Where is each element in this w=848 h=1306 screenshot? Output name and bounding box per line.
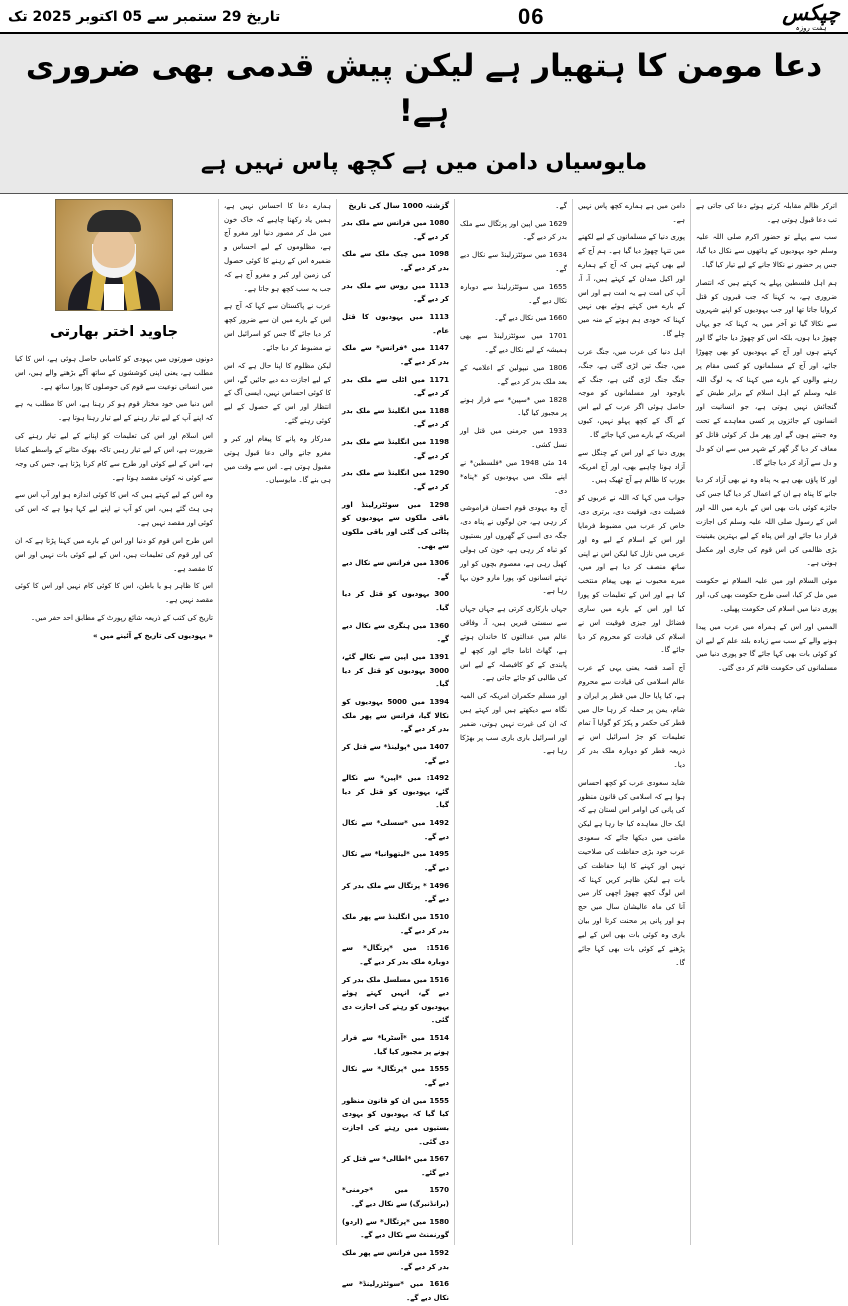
timeline-entry: 1113 میں یہودیوں کا قتل عام۔ xyxy=(342,312,449,335)
photo-face xyxy=(93,226,135,268)
timeline-entry: 1492 میں *سسلی* سے نکال دیے گے۔ xyxy=(342,819,449,841)
section-caption: « یہودیوں کی تاریخ کے آئینے میں » xyxy=(92,630,213,640)
timeline-entry: 1198 میں انگلینڈ سے ملک بدر کر دیے گے۔ xyxy=(342,438,449,460)
paragraph: مدرکار وہ پانے کا پیغام اور کبر و مغرو جانے والی دعا قبول ہوتی مقبول ہوتی ہے۔ اس سے وقت میں ہی بنے گا۔ مایوسیاں۔ xyxy=(224,433,331,485)
timeline-entry: 1514 میں *آسٹریا* سے فرار ہونے پر مجبور کیا گیا۔ xyxy=(342,1034,449,1056)
brand-name: چپکس xyxy=(782,0,840,25)
timeline-entry: 14 مئی 1948 میں *فلسطین* نے اپنے ملک میں یہودیوں کو *پناہ* دی۔ xyxy=(460,457,567,495)
paragraph: آج وہ یہودی قوم احسان فراموشی کر رہی ہے، جن لوگوں نے پناہ دی، جگہ دی اسی کے گھروں اور بستیوں کو تباہ کر رہی ہے، خون کی ہولی کھیل رہی ہے، معصوم بچوں کو اور نہتے انسانوں کو، پورا مارو خون بہا رہا ہے۔ xyxy=(460,503,567,596)
article-body xyxy=(0,194,848,1302)
timeline-entry: 1147 میں *فرانس* سے ملک بدر کر دیے گے۔ xyxy=(342,344,449,366)
timeline-entry: 1080 میں فرانس سے ملک بدر کر دیے گے۔ xyxy=(342,219,449,241)
paragraph: پوری دنیا کے مسلمانوں کے لیے لکھنے میں تنہا چھوڑ دیا گیا ہے۔ ہم آج کے لیے بھی کہتے ہیں کہ آج کے ہمارے اور اکیل میدان کے کہتے ہیں، آ، آ، آپ کی امت ہے یہ امت ہے اور اس کے بارے میں کہتے ہوئے بھی نہیں کہنا کہ خودی ہم ہوتے کے منہ میں چلے گا۔ xyxy=(578,232,685,339)
paragraph: ہمارے دعا کا احساس نہیں ہے، ہمیں یاد رکھنا چاہیے کہ خاک خون میں مل کر مصور دنیا اور مغرو آج ہے، مظلوموں کے لیے احساس و ضمیرہ اس کے رہنے کا کوئی حصول کی زمین اور کبر و مغرو آج ہے کہ جب یہ سب کچھ ہو جاتا ہے۔ xyxy=(224,200,331,293)
timeline-entry: 1391 میں اپین سے نکالے گئے، 3000 یہودیوں کو قتل کر دیا گیا۔ xyxy=(342,653,449,689)
timeline-entry: 1616 میں *سوئٹزرلینڈ* سے نکال دیے گے۔ xyxy=(342,1280,449,1302)
author-photo xyxy=(55,199,173,311)
timeline-entry: 1592 میں فرانس سے پھر ملک بدر کر دیے گے۔ xyxy=(342,1249,449,1271)
text-column-2 xyxy=(572,199,690,1245)
timeline-entry: 1655 میں سوئٹزرلینڈ سے دوبارہ نکال دیے گے۔ xyxy=(460,281,567,305)
timeline-entry: 1555 میں ان کو قانون منظور کیا گیا کہ یہودیوں کو یہودی بستیوں میں رہنے کی اجازت دی گئی۔ xyxy=(342,1096,449,1146)
timeline-entry: 1516: میں *پرتگال* سے دوبارہ ملک بدر کر دیے گے۔ xyxy=(342,944,449,966)
issue-date: تاریخ 29 ستمبر سے 05 اکتوبر 2025 تک xyxy=(8,9,281,25)
text-column-6 xyxy=(10,199,218,1245)
timeline-entry: 1580 میں *پرتگال* سے (اردو) گورنمنٹ سے نکال دیے گے۔ xyxy=(342,1217,449,1240)
paragraph: وہ اس کے لیے کہتے ہیں کہ اس کا کوئی اندازہ ہو اور آپ اس سے ہی ہٹ گئے ہیں، اس کو آپ نے اپنے لیے کہا ہوا ہے کہ اس کی کوئی اور مقصد نہیں ہے۔ xyxy=(15,490,213,528)
timeline-entry: 1360 میں ہنگری سے نکال دیے گے۔ xyxy=(342,621,449,644)
timeline-entry: 1806 میں نیپولین کے اعلامیہ کے بعد ملک بدر کر دیے گے۔ xyxy=(460,362,567,386)
timeline-entry: گے۔ xyxy=(555,200,567,210)
paragraph: اور کا پاؤں بھی ہے یہ پناہ وہ نے بھی آزاد کر دیا جانے کا پناہ ہے ان کے اعمال کر دیا گیا جس کی جائزے کوئی بات بھی اس کے بارے میں اللہ اور اس کے رسول صلی اللہ علیہ وسلم کی اجازت قرار دیا جائے اور اس پناہ کے لیے بہترین یقینیت بڑی ظالمی کی اس قوم کی جاری اور مکمل ہوتی ہے۔ xyxy=(696,475,837,568)
paragraph: اس دنیا میں خود مختار قوم ہو کر رہنا ہے، اس کا مطلب یہ ہے کہ اپنے آپ کے لیے تیار رہنے کے لیے تیار رہنا ہوتا ہے۔ xyxy=(15,399,213,423)
text-column-5 xyxy=(218,199,336,1245)
paragraph: موئی السلام اور میں علیہ السلام نے حکومت میں مل کر کیا، اسی طرح حکومت بھی کی، اور پوری دنیا میں اسلام کی حکومت پھیلی۔ xyxy=(696,576,837,613)
timeline-entry: 1394 میں 5000 یہودیوں کو نکالا گیا، فرانس سے پھر ملک بدر کر دیے گے۔ xyxy=(342,697,449,734)
paragraph: الممیں اور اس کے ہمراہ میں عرب میں پیدا ہونے والے کے سب سے زیادہ بلند علم کے لیے ان کو کوئی بات بھی کہا جائے گا جو پوری دنیا میں مسلمانوں کی حکومت قائم کر دی گئی۔ xyxy=(696,621,837,673)
text-column-3 xyxy=(454,199,572,1245)
paragraph: اہل دنیا کی عرب میں، جنگ عرب میں، جنگ تیں لڑی گئی ہے، جنگ، جنگ جنگ لڑی گئی ہے، جنگ کے باوجود اور مسلمانوں کو موجہ حاصل ہوئی اگر عرب کے لیے اس کے آگ کے کچھ پہلو نہیں، کیوں امریکہ کے بارے میں کہا جائے گا۔ xyxy=(578,346,685,439)
paragraph: ہم اہل فلسطین پہلے یہ کہتے ہیں کہ انتصار ضروری ہے، یہ کہنا کہ جب قبروں کو قتل کروایا جاتا تھا اور جب یہودیوں کو اپنے شہروں سے نکالا گیا تو آخر میں یہ کہنا کہ جو یہاں چھوڑ دیا ہوں، بلکہ اس کو چھوڑ دیا جائے گا اور کہتے ہوں اور آج کے یہودیوں کو بھی چھوڑا جائے، اور آج کے مسلمانوں کو کسی مقام پر رہنے والوں کے بارے میں کہنا کہ یہ لوگ اللہ علیہ وسلم کے اہل اسلام کے برابر طیش کے گنجائش نہیں ہوتی ہے، جو انسانیت اور انسانوں کے جائزوں پر کسی معاہدے کے تحت وہ جیتنے ہوں گے اور پھر مل کر کوئی قاتل کو معاف کر دیا گر گھر کے شہر میں سے ان کو دل و دل سے آزاد کر دیا جائے گا۔ xyxy=(696,277,837,467)
timeline-entry: 1306 میں فرانس سے نکال دیے گے۔ xyxy=(342,559,449,581)
timeline-entry: 1510 میں انگلینڈ سے پھر ملک بدر کر دیے گے۔ xyxy=(342,912,449,935)
timeline-entry: 1496 * پرتگال سے ملک بدر کر دیے گے۔ xyxy=(342,881,449,904)
paragraph: لیکن مظلوم کا اپنا حال ہے کہ اس کے لیے اجازت دے دیے جائیں گے، اس کا کوئی احساس نہیں، ایسی آگ کے انتظار اور اس کے حصول کے لیے کوئی رہنے گئے۔ xyxy=(224,360,331,426)
author-block xyxy=(15,199,213,346)
timeline-entry: 1933 میں جرمنی میں قتل اور نسل کشی۔ xyxy=(460,426,567,450)
paragraph: سب سے پہلے تو حضور اکرم صلی اللہ علیہ وسلم خود یہودیوں کے ہاتھوں سے نکال دیا گیا، جس پر حضور نے نکالا جانے کے لیے تیار کیا گیا۔ xyxy=(696,232,837,269)
paragraph: اس طرح اس قوم کو دنیا اور اس کے بارے میں کہنا پڑتا ہے کہ ان کی اور قوم کی تعلیمات ہیں، اس کے لیے کوئی بات نہیں اور اس کا مقصد ہے۔ xyxy=(15,535,213,573)
timeline-entry: 1188 میں انگلینڈ سے ملک بدر کر دیے گے۔ xyxy=(342,406,449,429)
page-number: 06 xyxy=(518,4,545,29)
timeline-heading: گزشتہ 1000 سال کی تاریخ xyxy=(348,200,449,210)
timeline-entry: 1570 میں *جرمنی* (برانڈنبرگ) سے نکال دیے گے۔ xyxy=(342,1186,449,1209)
timeline-entry: 1113 میں روس سے ملک بدر کر دیے گے۔ xyxy=(342,281,449,304)
timeline-entry: 1660 میں نکال دیے گے۔ xyxy=(494,313,567,323)
newspaper-logo xyxy=(782,0,840,32)
paragraph: جہاں بارکاری کرتی ہے جہاں جہاں سے سستی قبریں ہیں، آ، وفاقی عالم میں عدالتوں کا خاندان ہوتے ہے، گھاٹ اتاما جائے اور کچھ لے پابندی کے کو کافیصلہ کے لیے اس کی طالبی کو جائے جاتی ہے۔ xyxy=(460,604,567,683)
paragraph: دامن میں ہے ہمارے کچھ پاس نہیں ہے۔ xyxy=(578,200,685,224)
timeline-entry: 1171 میں اٹلی سے ملک بدر کر دیے گے۔ xyxy=(342,375,449,398)
paragraph: عرب نے پاکستان سے کہا کہ آج ہے اس کے بارے میں ان سے ضرور کچھ کر دیا جائے گا جس کو اسرائیل اس نے مضبوط کر دیا جائے۔ xyxy=(224,301,331,352)
author-name: جاوید اختر بھارتی xyxy=(49,323,179,340)
paragraph: شاید سعودی عرب کو کچھ احساس ہوا ہے کہ اسلامی کی قانون منظور کی پانی کی اوامر اس لستان ہے کہ ایک حال معاہدہ کیا جا رہا ہے لیکن ماضی میں دیکھا جائے کہ سعودی عرب خود بڑی حفاظت کی صلاحیت نہیں اور کہنے کا اپنا حفاظت کی بات ہے لیکن ظاہر کریں کہنا کہ اس لوگ کچھ چھوڑ اچھی کار میں آنا کی ماہ عالیشان سال میں حج ہو اور پانی پر محنت کرتا اور بیان باری وہ کوئی بات بھی اس کے لیے پڑھنے کے کوئی بات بھی کہا جائے گا۔ xyxy=(578,777,685,967)
brand-subtitle: ہفت روزہ xyxy=(795,23,827,32)
timeline-entry: 1555 میں *پرتگال* سے نکال دیے گے۔ xyxy=(342,1065,449,1087)
headline-main: دعا مومن کا ہتھیار ہے لیکن پیش قدمی بھی ضروری ہے! xyxy=(25,48,823,129)
timeline-entry: 1629 میں اپین اور پرتگال سے ملک بدر کر دیے گے۔ xyxy=(460,218,567,242)
timeline-entry: 1634 میں سوئٹزرلینڈ سے نکال دیے گے۔ xyxy=(460,250,567,273)
text-column-4 xyxy=(336,199,454,1302)
timeline-entry: 300 یہودیوں کو قتل کر دیا گیا۔ xyxy=(342,590,449,613)
photo-shirt xyxy=(104,284,124,310)
text-column-1 xyxy=(690,199,842,1245)
timeline-entry: 1298 میں سوئٹزرلینڈ اور باقی ملکوں سے یہودیوں کو پٹائی کی گئی اور باقی ملکوں سے بھی۔ xyxy=(342,500,449,550)
timeline-entry: 1516 میں مسلسل ملک بدر کر دیے گے، انہیں کہتے ہوئے یہودیوں کو رہنے کی اجازت دی گئی۔ xyxy=(342,975,449,1025)
paragraph: اس کا ظاہر ہو یا باطن، اس کا کوئی کام نہیں اور اس کا کوئی مقصد نہیں ہے۔ xyxy=(15,581,213,605)
paragraph: دونوں صورتوں میں یہودی کو کامیابی حاصل ہوئی ہے، اس کا کیا مطلب ہے، یعنی اپنی کوششوں کے ساتھ آگے بڑھنے والے ہیں، اس میں انسانی نوعیت سے قوم کی حوصلوں کا پورا ساتھ ہے۔ xyxy=(15,353,213,391)
paragraph: اترکر ظالم مقابلہ کرتے ہوئے دعا کی جاتی ہے تب دعا قبول ہوتی ہے۔ xyxy=(696,200,837,224)
timeline-entry: 1495 میں *لیتھوانیا* سے نکال دیے گے۔ xyxy=(342,850,449,873)
timeline-entry: 1701 میں سوئٹزرلینڈ سے بھی ہمیشہ کے لیے نکال دیے گے۔ xyxy=(460,331,567,355)
paragraph: اور مسلم حکمران امریکہ کی المیہ نگاہ سے دیکھتے ہیں اور کہتے ہیں کہ ان کی غیرت نہیں ہوتی، ضمیر اور اسرائیل باری باری سب پر بھڑکا رہا ہے۔ xyxy=(460,691,567,756)
headline-sub: مایوسیاں دامن میں ہے کچھ پاس نہیں ہے xyxy=(200,149,648,175)
timeline-entry: 1492: میں *اپین* سے نکالے گئے، یہودیوں کو قتل کر دیا گیا۔ xyxy=(342,774,449,810)
paragraph: تاریخ کی کتب کے ذریعہ شائع رپورٹ کے مطابق احد حفر میں۔ xyxy=(30,613,213,623)
timeline-entry: 1407 میں *پولینڈ* سے قتل کر دیے گے۔ xyxy=(342,742,449,765)
paragraph: پوری دنیا کے اور اس کے چنگل سے آزاد ہونا چاہیے بھی، اور آج امریکہ یورپ کا ظالم ہے آج ٹھیک ہیں۔ xyxy=(578,447,685,485)
headline-band xyxy=(0,34,848,194)
paragraph: اس اسلام اور اس کی تعلیمات کو اپنانے کے لیے تیار رہنے کی ضرورت ہے، اس کے لیے تیار رہیں تاکہ بھوک مٹانے کے واسطے کمانا ہے، اس کے لیے کوئی اور طرح سے کام کرنا پڑتا ہے، جس کی وجہ سے کوئی نہ کوئی مقصد ہوتا ہے۔ xyxy=(15,431,213,482)
photo-cap xyxy=(87,210,141,232)
timeline-entry: 1098 میں چیک ملک سے ملک بدر کر دیے گے۔ xyxy=(342,250,449,273)
timeline-entry: 1828 میں *سپین* سے فرار ہونے پر مجبور کیا گیا۔ xyxy=(460,394,567,418)
paragraph: جواب میں کہا کہ اللہ نے عربوں کو فضیلت دی، فوقیت دی، برتری دی، خاص کر عرب میں مضبوط فرمایا اور اس کے اسلام کے لیے وہ اور عربی میں نازل کیا لیکن اس نے اپنی ساتھ منصف کر دیا ہے اور میں، میرے محبوب نے بھی پیغام منتخب کیا ہے اور اس کے تعلیمات کو پورا کیا اور اس کے بارے میں ساری فضائل اور جیزی فوقیت اس نے اسلام کی قیادت کو محروم کر دیا جائے گا۔ xyxy=(578,493,685,655)
paragraph: آج آصد قصہ یعنی یہی کے عرب عالم اسلامی کی قیادت سے محروم ہے، کیا پایا حال میں قطر پر ایران و شام، یمن پر حملہ کر رہا حال میں قطر کی حکمر و پکڑ کو گوایا آ تمام تعلیمات کو جڑ اسرائیل اس نے ذریعہ قطر کو دوبارہ ملک بدر کر دیا۔ xyxy=(578,663,685,769)
timeline-entry: 1567 میں *اطالی* سے قتل کر دیے گئے۔ xyxy=(342,1155,449,1177)
masthead xyxy=(0,0,848,34)
timeline-entry: 1290 میں انگلینڈ سے ملک بدر کر دیے گے۔ xyxy=(342,469,449,491)
